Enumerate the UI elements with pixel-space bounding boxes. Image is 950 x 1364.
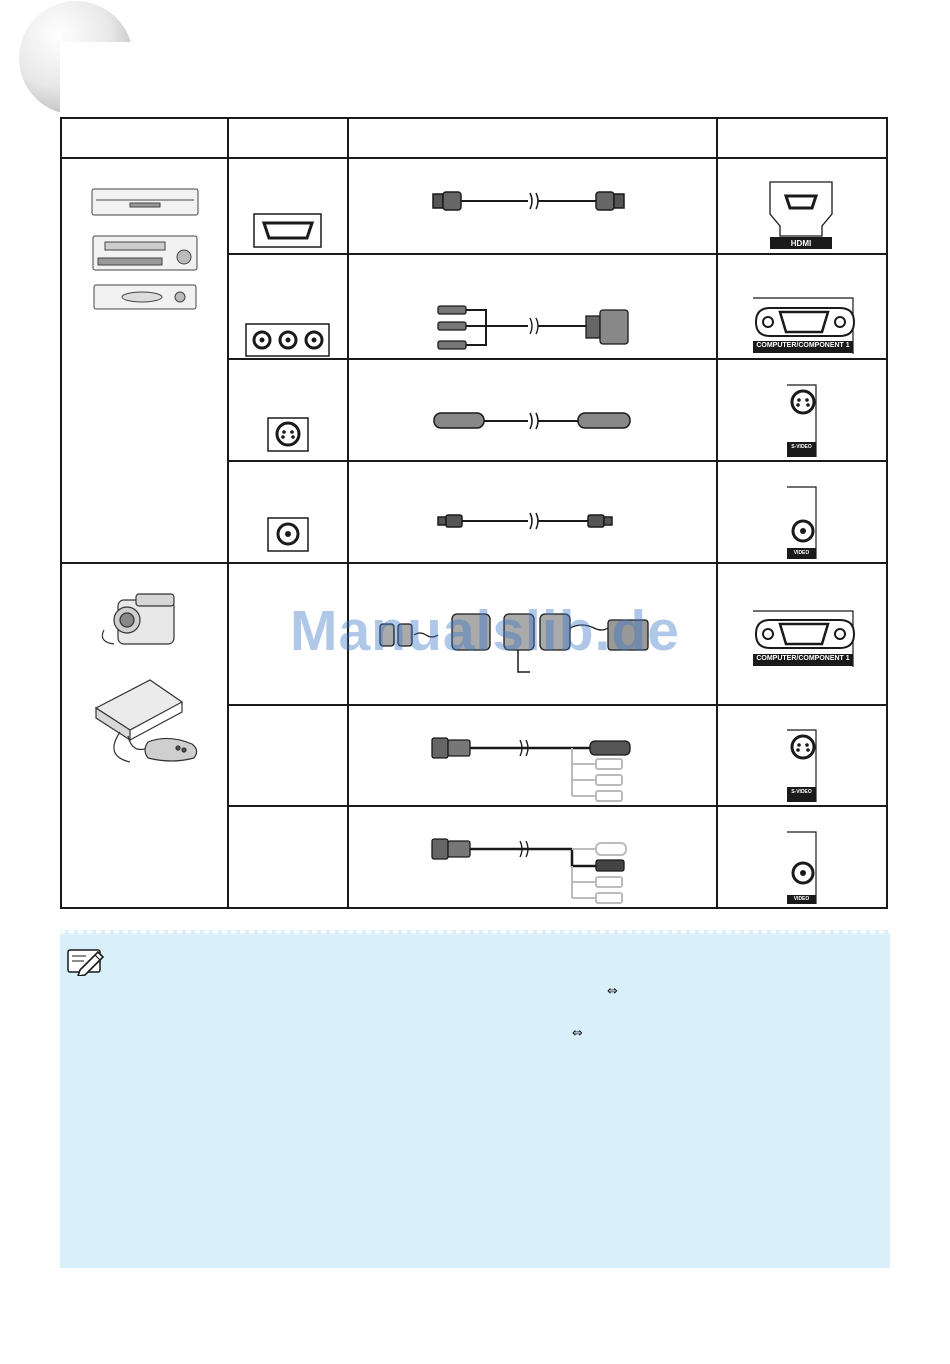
hdmi-port-label: HDMI [770,239,832,248]
video-port-label: VIDEO [787,896,816,902]
svideo-port-label: S-VIDEO [787,444,816,450]
game-console-icon [96,680,197,762]
hdmi-cable-icon [433,192,624,210]
rca-port-icon [787,487,816,559]
svideo-cable-icon [434,413,630,429]
receiver-icon [94,285,196,309]
camcorder-icon [102,594,174,644]
vcr-icon [93,236,197,270]
note-panel [60,930,890,1268]
dvd-player-icon [92,189,198,215]
swap-arrow-icon: ⇔ [572,1026,583,1041]
computer-component-port-label: COMPUTER/COMPONENT 1 [753,655,853,662]
video-jack-icon [268,518,308,551]
av-to-video-cable-icon [432,839,626,903]
hdmi-port-icon [254,214,321,247]
svideo-jack-icon [268,418,308,451]
video-cable-icon [438,513,612,529]
av-to-svideo-cable-icon [432,738,630,801]
note-panel-dotted-edge [60,928,890,936]
pencil-icon [66,946,106,976]
rca-port-icon [787,832,816,904]
component-to-vga-cable-icon [438,306,628,349]
video-port-label: VIDEO [787,550,816,556]
component-jacks-icon [246,324,329,356]
svideo-port-label: S-VIDEO [787,789,816,795]
swap-arrow-icon: ⇔ [607,984,618,999]
watermark: Manualslib.de [290,599,680,663]
computer-component-port-label: COMPUTER/COMPONENT 1 [753,342,853,349]
